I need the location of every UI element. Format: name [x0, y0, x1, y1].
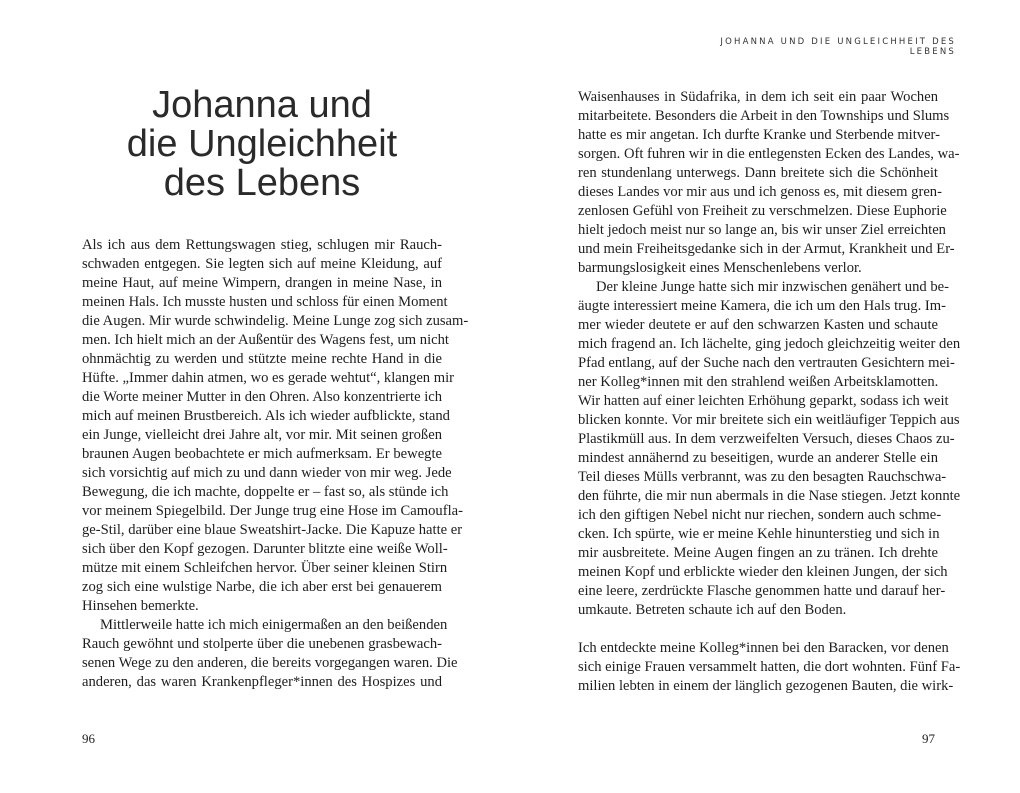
- text-line: zenlosen Gefühl von Freiheit zu verschmelzen. Diese Euphorie: [578, 203, 947, 219]
- text-line: mindest annähernd zu beseitigen, wurde an anderer Stelle ein: [578, 450, 938, 466]
- text-line: senen Wege zu den anderen, die bereits vorgegangen waren. Die: [82, 655, 458, 671]
- text-line: die Worte meiner Mutter in den Ohren. Also konzentrierte ich: [82, 389, 443, 405]
- text-line: Als ich aus dem Rettungswagen stieg, schlugen mir Rauch-: [82, 237, 442, 253]
- chapter-title: [82, 86, 442, 203]
- page-number-right: 97: [922, 731, 935, 746]
- text-line: die Augen. Mir wurde schwindelig. Meine Lunge zog sich zusam-: [82, 313, 469, 329]
- text-line: Plastikmüll aus. In dem verzweifelten Versuch, dieses Chaos zu-: [578, 431, 955, 447]
- text-line: ner Kolleg*innen mit den strahlend weißen Arbeitsklamotten.: [578, 374, 939, 390]
- text-line: men. Ich hielt mich an der Außentür des Wagens fest, um nicht: [82, 332, 449, 348]
- text-line: sich vorsichtig auf mich zu und dann wieder von mir weg. Jede: [82, 465, 452, 481]
- text-line: meinen Hals. Ich musste husten und schloss für einen Moment: [82, 294, 448, 310]
- text-line: und mein Freiheitsgedanke sich in der Armut, Krankheit und Er-: [578, 241, 955, 257]
- body-text-left: [82, 236, 469, 692]
- right-page: [510, 0, 1020, 793]
- text-line: milien lebten in einem der länglich gezogenen Bauten, die wirk-: [578, 678, 954, 694]
- text-line: mich fragend an. Ich lächelte, ging jedoch gleichzeitig weiter den: [578, 336, 961, 352]
- text-line: sorgen. Oft fuhren wir in die entlegensten Ecken des Landes, wa-: [578, 146, 960, 162]
- text-line: barmungslosigkeit eines Menschenlebens verlor.: [578, 260, 862, 276]
- text-line: sich einige Frauen versammelt hatten, die dort wohnten. Fünf Fa-: [578, 659, 961, 675]
- text-line: hatte es mir angetan. Ich durfte Kranke und Sterbende mitver-: [578, 127, 940, 143]
- text-line: Bewegung, die ich machte, doppelte er – fast so, als stünde ich: [82, 484, 449, 500]
- text-line: Rauch gewöhnt und stolperte über die unebenen grasbewach-: [82, 636, 442, 652]
- text-line: mütze mit einem Schleifchen hervor. Über seiner kleinen Stirn: [82, 560, 448, 576]
- text-line: ohnmächtig zu werden und stützte meine rechte Hand in die: [82, 351, 442, 367]
- text-line: zog sich eine wulstige Narbe, die ich aber erst bei genauerem: [82, 579, 442, 595]
- text-line: Mittlerweile hatte ich mich einigermaßen an den beißenden: [100, 617, 448, 633]
- body-text-right: [578, 88, 961, 696]
- text-line: Der kleine Junge hatte sich mir inzwischen genähert und be-: [596, 279, 949, 295]
- text-line: Hinsehen bemerkte.: [82, 598, 199, 614]
- text-line: eine leere, zerdrückte Flasche genommen hatte und darauf her-: [578, 583, 946, 599]
- text-line: Waisenhauses in Südafrika, in dem ich seit ein paar Wochen: [578, 89, 938, 105]
- running-head: JOHANNA UND DIE UNGLEICHHEIT DES LEBENS: [720, 37, 956, 57]
- text-line: cken. Ich spürte, wie er meine Kehle hinunterstieg und sich in: [578, 526, 940, 542]
- text-line: umkaute. Betreten schaute ich auf den Boden.: [578, 602, 847, 618]
- text-line: mer wieder deutete er auf den schwarzen Kasten und schaute: [578, 317, 938, 333]
- text-line: ich den giftigen Nebel nicht nur riechen, sondern auch schme-: [578, 507, 942, 523]
- text-line: den führte, die mir nun abermals in die Nase stiegen. Jetzt konnte: [578, 488, 961, 504]
- text-line: ein Junge, vielleicht drei Jahre alt, vor mir. Mit seinen großen: [82, 427, 442, 443]
- text-line: mitarbeitete. Besonders die Arbeit in den Townships und Slums: [578, 108, 950, 124]
- text-line: Ich entdeckte meine Kolleg*innen bei den Baracken, vor denen: [578, 640, 949, 656]
- text-line: äugte interessiert meine Kamera, die ich um den Hals trug. Im-: [578, 298, 946, 314]
- text-line: sich über den Kopf gezogen. Darunter blitzte eine weiße Woll-: [82, 541, 448, 557]
- text-line: meinen Kopf und erblickte wieder den kleinen Jungen, der sich: [578, 564, 948, 580]
- page-number-left: 96: [82, 731, 95, 746]
- text-line: hielt jedoch meist nur so lange an, bis wir unser Ziel erreichten: [578, 222, 946, 238]
- section-break: [578, 620, 938, 639]
- text-line: meine Haut, auf meine Wimpern, drangen in meine Nase, in: [82, 275, 442, 291]
- text-line: ren stundenlang unterwegs. Dann breitete sich die Schönheit: [578, 165, 938, 181]
- text-line: braunen Augen beobachtete er mich aufmerksam. Er bewegte: [82, 446, 442, 462]
- text-line: mir ausbreitete. Meine Augen fingen an zu tränen. Ich drehte: [578, 545, 938, 561]
- text-line: ge-Stil, darüber eine blaue Sweatshirt-Jacke. Die Kapuze hatte er: [82, 522, 463, 538]
- text-line: schwaden entgegen. Sie legten sich auf meine Kleidung, auf: [82, 256, 442, 272]
- text-line: Wir hatten auf einer leichten Erhöhung geparkt, sodass ich weit: [578, 393, 949, 409]
- chapter-title-line: Johanna und: [152, 84, 372, 126]
- text-line: blicken konnte. Vor mir breitete sich ein weitläufiger Teppich aus: [578, 412, 960, 428]
- chapter-title-line: des Lebens: [163, 162, 361, 204]
- text-line: vor meinem Spiegelbild. Der Junge trug eine Hose im Camoufla-: [82, 503, 463, 519]
- text-line: Pfad entlang, auf der Suche nach den vertrauten Gesichtern mei-: [578, 355, 955, 371]
- text-line: dieses Landes vor mir aus und ich genoss es, mit diesem gren-: [578, 184, 942, 200]
- text-line: mich auf meinen Brustbereich. Als ich wieder aufblickte, stand: [82, 408, 450, 424]
- text-line: Teil dieses Mülls verbrannt, was zu den besagten Rauchschwa-: [578, 469, 947, 485]
- chapter-title-line: die Ungleichheit: [126, 123, 398, 165]
- text-line: anderen, das waren Krankenpfleger*innen des Hospizes und: [82, 674, 442, 690]
- text-line: Hüfte. „Immer dahin atmen, wo es gerade wehtut“, klangen mir: [82, 370, 455, 386]
